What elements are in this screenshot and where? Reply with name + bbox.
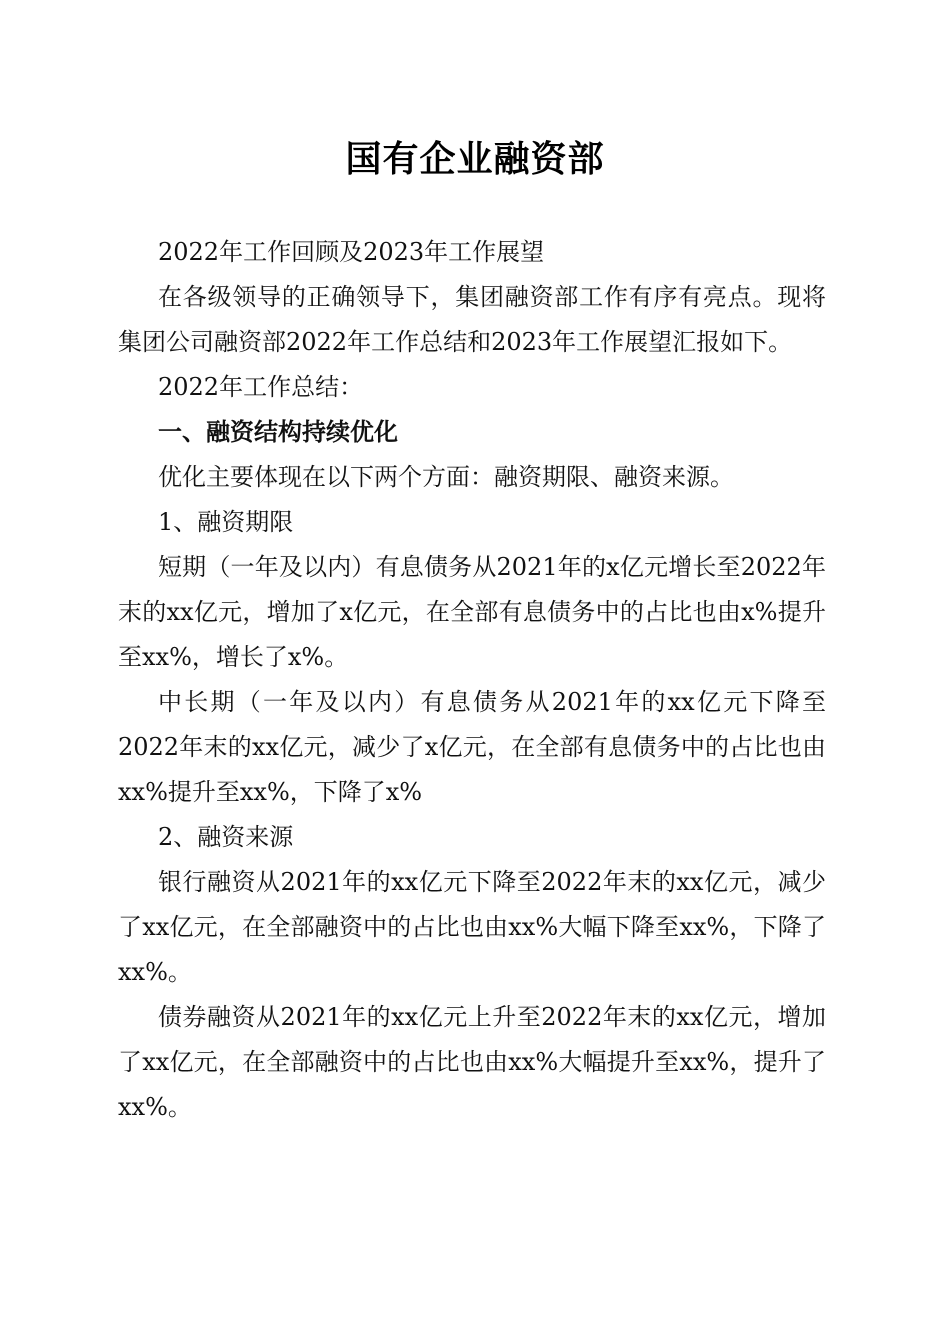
document-body bbox=[118, 230, 826, 1130]
intro-paragraph: 在各级领导的正确领导下，集团融资部工作有序有亮点。现将集团公司融资部2022年工作总结和2023年工作展望汇报如下。 bbox=[118, 283, 826, 356]
short-term-debt-paragraph: 短期（一年及以内）有息债务从2021年的x亿元增长至2022年末的xx亿元，增加了x亿元，在全部有息债务中的占比也由x%提升至xx%，增长了x%。 bbox=[118, 553, 826, 671]
subsection-heading-source: 2、融资来源 bbox=[158, 823, 294, 851]
section-heading: 一、融资结构持续优化 bbox=[158, 418, 398, 446]
bank-financing-paragraph: 银行融资从2021年的xx亿元下降至2022年末的xx亿元，减少了xx亿元，在全部融资中的占比也由xx%大幅下降至xx%，下降了xx%。 bbox=[118, 868, 826, 986]
summary-heading: 2022年工作总结： bbox=[158, 373, 364, 401]
bond-financing-paragraph: 债券融资从2021年的xx亿元上升至2022年末的xx亿元，增加了xx亿元，在全部融资中的占比也由xx%大幅提升至xx%，提升了xx%。 bbox=[118, 1003, 826, 1121]
long-term-debt-paragraph: 中长期（一年及以内）有息债务从2021年的xx亿元下降至2022年末的xx亿元，减少了x亿元，在全部有息债务中的占比也由xx%提升至xx%，下降了x% bbox=[118, 688, 826, 806]
document-title: 国有企业融资部 bbox=[345, 138, 605, 180]
subsection-heading-term: 1、融资期限 bbox=[158, 508, 294, 536]
subtitle-paragraph: 2022年工作回顾及2023年工作展望 bbox=[158, 238, 545, 266]
section-intro-paragraph: 优化主要体现在以下两个方面：融资期限、融资来源。 bbox=[158, 463, 734, 491]
